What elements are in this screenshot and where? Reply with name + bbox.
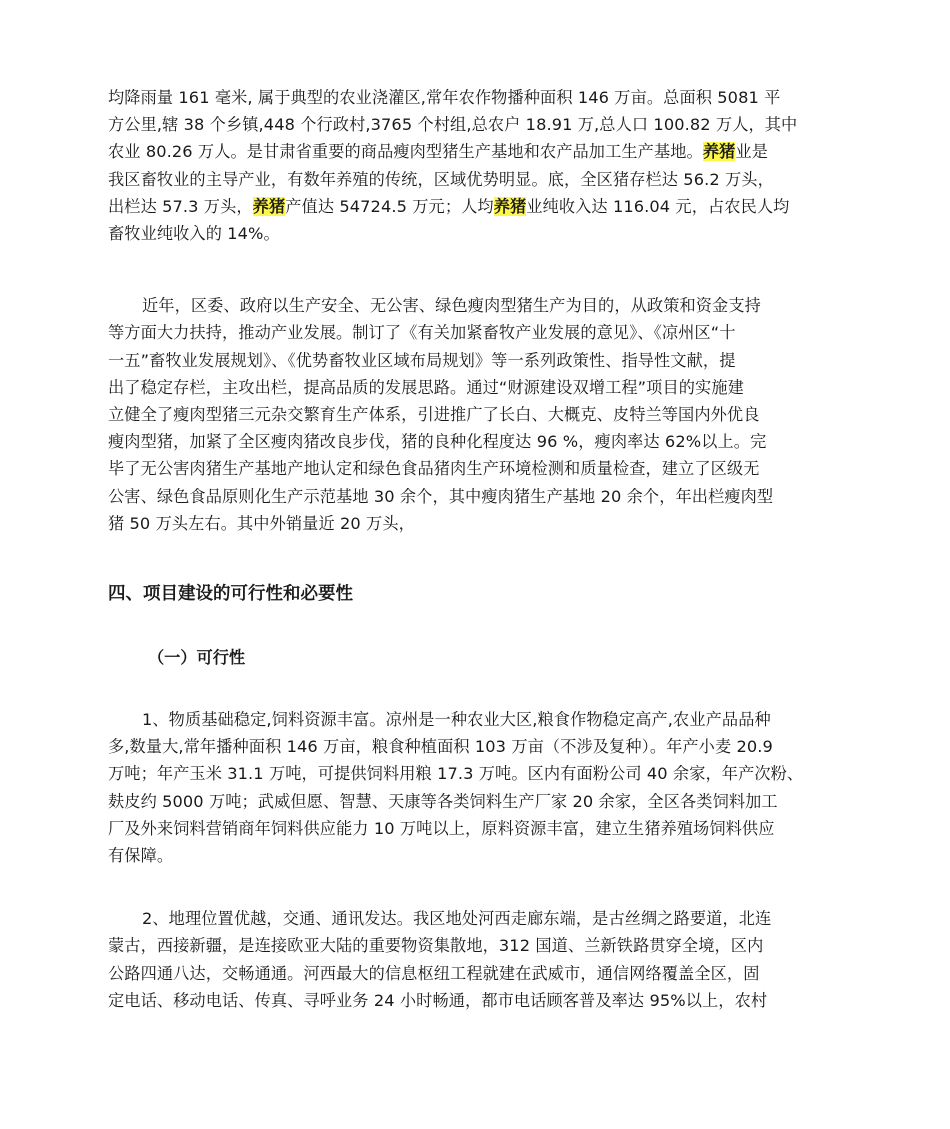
text-line: 定电话、移动电话、传真、寻呼业务 24 小时畅通，都市电话顾客普及率达 95%以上，农村 [108, 990, 768, 1010]
text-line: 毕了无公害肉猪生产基地产地认定和绿色食品猪肉生产环境检测和质量检查，建立了区级无 [108, 459, 760, 479]
text-line: 万吨；年产玉米 31.1 万吨，可提供饲料用粮 17.3 万吨。区内有面粉公司 40 余家，年产次粉、 [108, 764, 804, 784]
text-line [108, 193, 842, 220]
text-line: 我区畜牧业的主导产业，有数年养殖的传统，区域优势明显。底，全区猪存栏达 56.2 万头， [108, 169, 774, 189]
text-line: 猪 50 万头左右。其中外销量近 20 万头， [108, 513, 415, 533]
text-run: 农业 80.26 万人。是甘肃省重要的商品瘦肉型猪生产基地和农产品加工生产基地。 [108, 142, 703, 162]
text-line: 2、地理位置优越，交通、通讯发达。我区地处河西走廊东端，是古丝绸之路要道，北连 [142, 909, 772, 929]
search-highlight: 养猪 [702, 142, 736, 162]
text-line: 出了稳定存栏，主攻出栏，提高品质的发展思路。通过“财源建设双增工程”项目的实施建 [108, 377, 744, 397]
text-line: 麸皮约 5000 万吨；武威但愿、智慧、天康等各类饲料生产厂家 20 余家，全区各类饲料加工 [108, 791, 778, 811]
text-line [108, 138, 842, 165]
paragraph-feasibility-2 [108, 905, 842, 1014]
search-highlight: 养猪 [252, 196, 286, 216]
text-run: 业是 [735, 142, 768, 162]
paragraph-overview [108, 84, 842, 247]
text-line: 畜牧业纯收入的 14%。 [108, 224, 280, 244]
search-highlight: 养猪 [493, 196, 527, 216]
section-heading: 四、项目建设的可行性和必要性 [108, 584, 353, 605]
text-line: 均降雨量 161 毫米, 属于典型的农业浇灌区,常年农作物播种面积 146 万亩。总面积 5081 平 [108, 88, 781, 107]
text-line: 近年，区委、政府以生产安全、无公害、绿色瘦肉型猪生产为目的，从政策和资金支持 [142, 296, 761, 316]
text-line: 一五”畜牧业发展规划》、《优势畜牧业区域布局规划》等一系列政策性、指导性文献，提 [108, 350, 736, 370]
text-run: 产值达 54724.5 万元；人均 [285, 196, 494, 216]
text-line: 方公里,辖 38 个乡镇,448 个行政村,3765 个村组,总农户 18.91 万,总人口 100.82 万人，其中 [108, 115, 798, 135]
text-line: 瘦肉型猪，加紧了全区瘦肉猪改良步伐，猪的良种化程度达 96 %，瘦肉率达 62%以上。完 [108, 432, 767, 452]
text-run: 出栏达 57.3 万头， [108, 196, 253, 216]
paragraph-feasibility-1 [108, 706, 842, 869]
text-line: 公害、绿色食品原则化生产示范基地 30 余个，其中瘦肉猪生产基地 20 余个，年出栏瘦肉型 [108, 486, 774, 506]
text-line: 1、物质基础稳定,饲料资源丰富。凉州是一种农业大区,粮食作物稳定高产,农业产品品种 [142, 710, 771, 730]
text-line: 蒙古，西接新疆，是连接欧亚大陆的重要物资集散地，312 国道、兰新铁路贯穿全境，区内 [108, 936, 764, 956]
text-line: 有保障。 [108, 846, 174, 866]
text-line: 公路四通八达，交畅通通。河西最大的信息枢纽工程就建在武威市，通信网络覆盖全区，固 [108, 963, 760, 983]
text-line: 厂及外来饲料营销商年饲料供应能力 10 万吨以上，原料资源丰富，建立生猪养殖场饲料供应 [108, 818, 775, 838]
text-line: 等方面大力扶持，推动产业发展。制订了《有关加紧畜牧产业发展的意见》、《凉州区“十 [108, 323, 736, 343]
text-line: 立健全了瘦肉型猪三元杂交繁育生产体系，引进推广了长白、大概克、皮特兰等国内外优良 [108, 405, 760, 425]
paragraph-policy [108, 292, 842, 537]
subsection-heading: （一）可行性 [148, 648, 246, 668]
text-line: 多,数量大,常年播种面积 146 万亩，粮食种植面积 103 万亩（不涉及复种）。年产小麦 20.9 [108, 737, 773, 757]
text-run: 业纯收入达 116.04 元，占农民人均 [526, 196, 790, 216]
document-page [108, 84, 842, 1014]
